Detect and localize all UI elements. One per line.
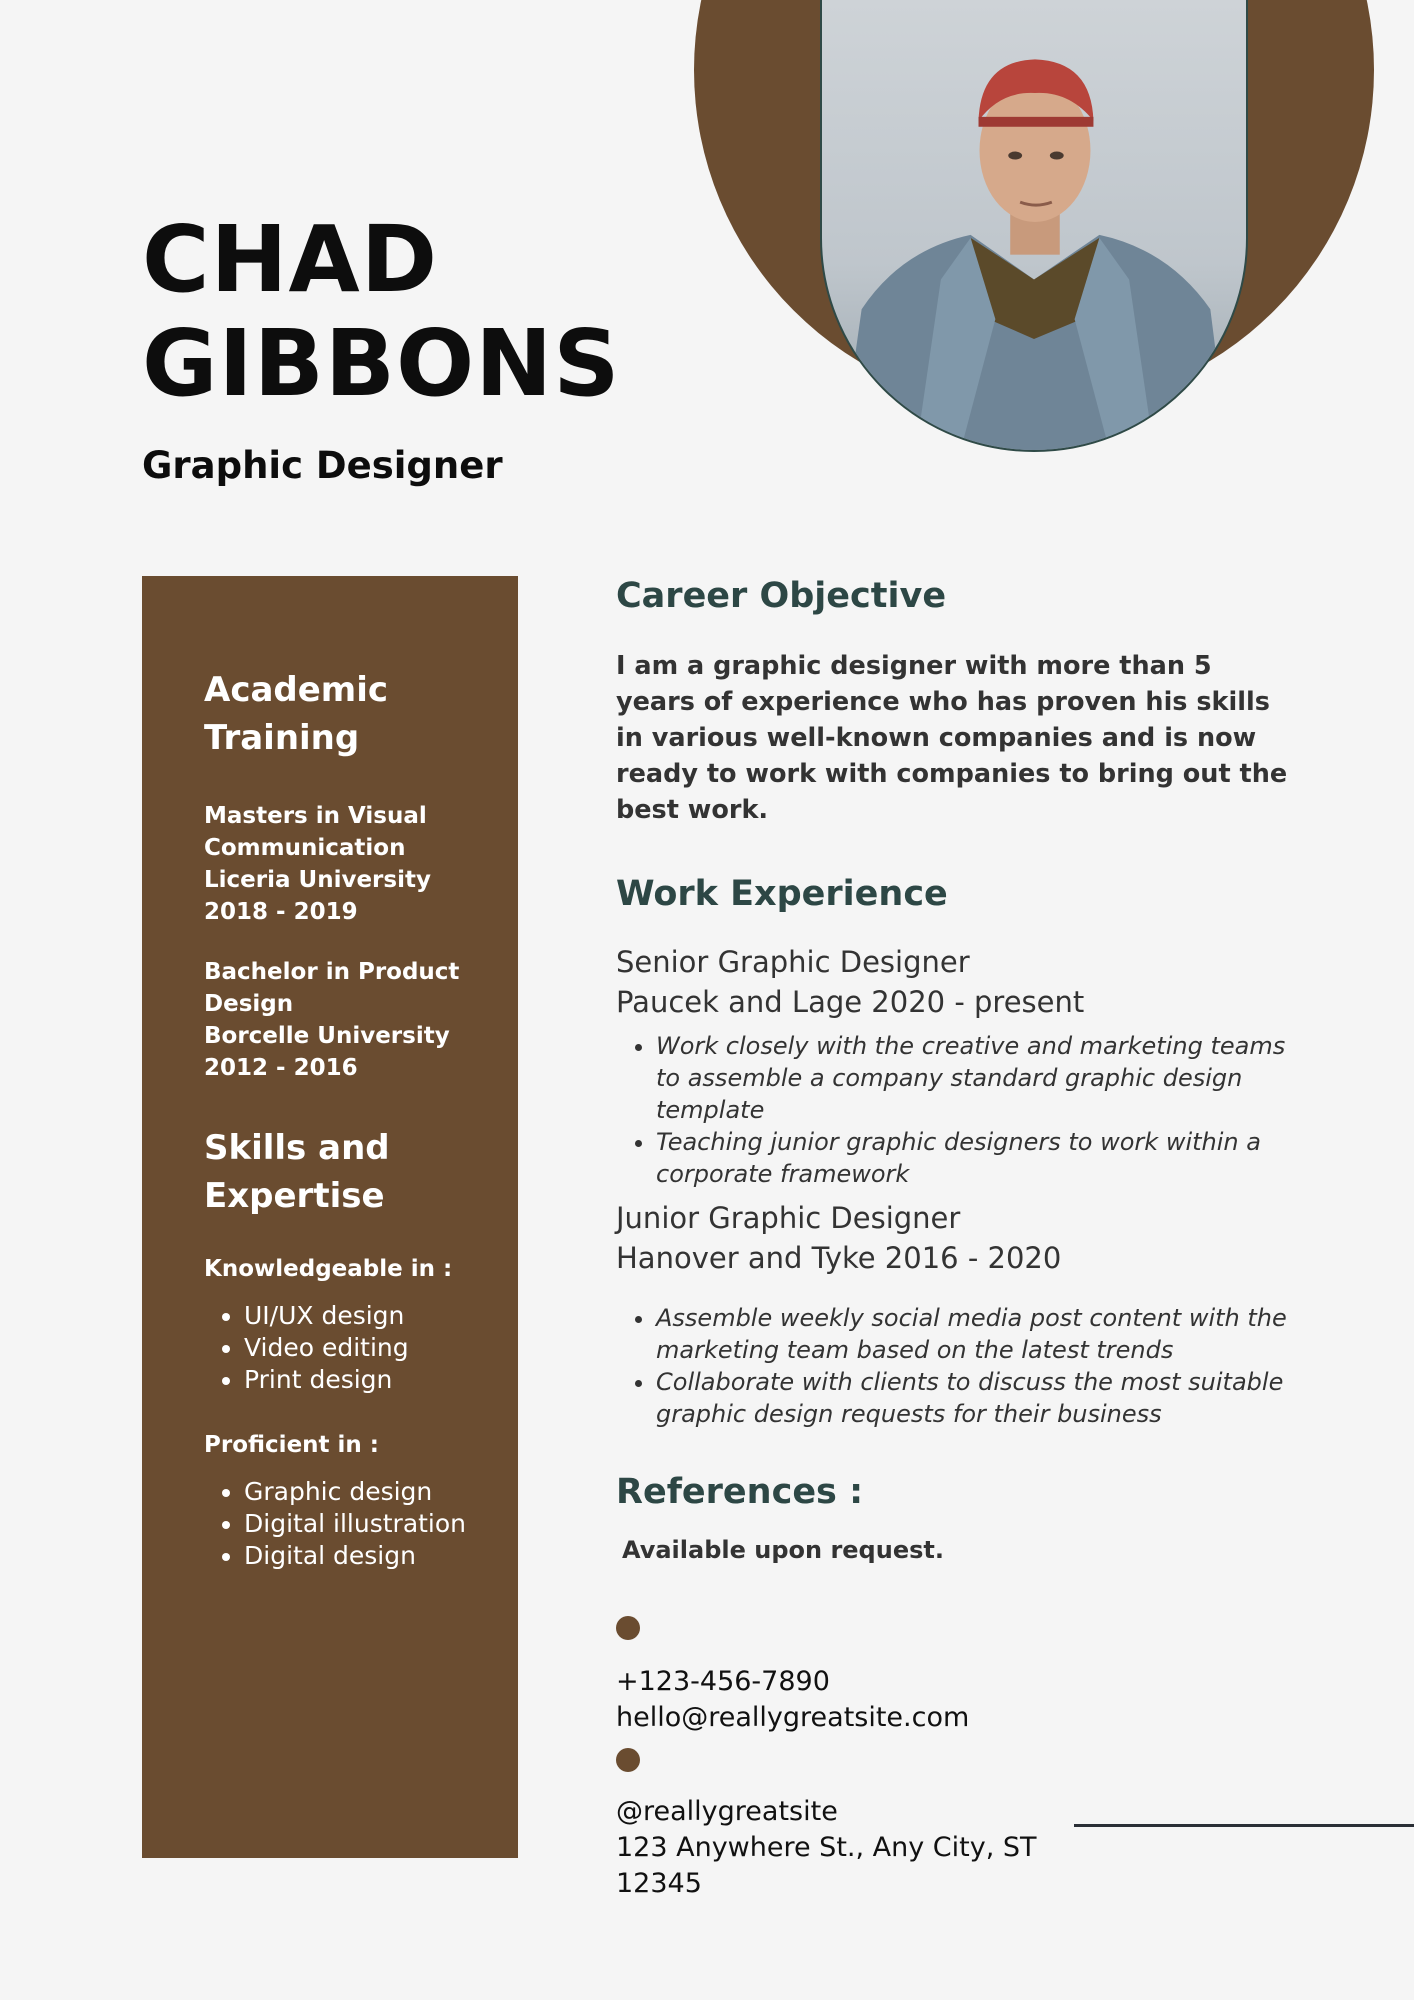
list-item: • Digital illustration [244,1508,518,1540]
bullet-dot-icon [616,1616,640,1640]
social-handle: @reallygreatsite [616,1796,838,1827]
job-bullets [616,1302,1296,1430]
job-role: Graphic Designer [142,444,503,487]
work-heading: Work Experience [616,874,948,914]
address-line: 123 Anywhere St., Any City, ST [616,1832,1037,1863]
references-heading: References : [616,1472,864,1512]
decorative-rule [1074,1824,1414,1827]
references-text: Available upon request. [622,1536,944,1564]
knowledgeable-label: Knowledgeable in : [204,1256,453,1282]
list-item: • UI/UX design [244,1300,518,1332]
portrait-illustration [822,0,1246,450]
education-item [204,800,518,928]
bullet-dot-icon [616,1748,640,1772]
job-bullet: • Teaching junior graphic designers to work within a corporate framework [656,1126,1296,1190]
degree-line: Design [204,991,294,1017]
name-last: GIBBONS [142,310,621,417]
job-entry [616,942,1296,1190]
list-item: • Graphic design [244,1476,518,1508]
email: hello@reallygreatsite.com [616,1702,970,1733]
years: 2012 - 2016 [204,1055,358,1081]
academic-heading: Academic Training [204,670,389,758]
phone: +123-456-7890 [616,1666,830,1697]
knowledgeable-list [204,1300,518,1396]
sidebar [142,576,518,1858]
list-item: • Digital design [244,1540,518,1572]
education-list [204,800,518,1084]
years: 2018 - 2019 [204,899,358,925]
skills-heading: Skills and Expertise [204,1128,390,1216]
job-title: Senior Graphic Designer [616,945,970,979]
list-item: • Video editing [244,1332,518,1364]
list-item: • Print design [244,1364,518,1396]
address-line: 12345 [616,1868,702,1899]
job-company-years: Paucek and Lage 2020 - present [616,985,1085,1019]
school: Liceria University [204,867,431,893]
job-title: Junior Graphic Designer [616,1201,961,1235]
proficient-list [204,1476,518,1572]
education-item [204,956,518,1084]
degree-line: Bachelor in Product [204,959,460,985]
profile-photo [820,0,1248,452]
candidate-name [142,208,620,416]
job-company-years: Hanover and Tyke 2016 - 2020 [616,1241,1062,1275]
job-entry [616,1198,1296,1430]
name-first: CHAD [142,206,439,313]
job-bullet: • Assemble weekly social media post content with the marketing team based on the latest trends [656,1302,1296,1366]
objective-heading: Career Objective [616,576,947,616]
job-bullet: • Work closely with the creative and marketing teams to assemble a company standard graphic design template [656,1030,1296,1126]
degree-line: Masters in Visual [204,803,427,829]
school: Borcelle University [204,1023,450,1049]
proficient-label: Proficient in : [204,1432,380,1458]
main-content [616,572,1296,1902]
job-bullet: • Collaborate with clients to discuss the most suitable graphic design requests for their business [656,1366,1296,1430]
job-bullets [616,1030,1296,1190]
contact-block [616,1616,1296,1902]
degree-line: Communication [204,835,406,861]
objective-text: I am a graphic designer with more than 5 years of experience who has proven his skills in various well-known companies and is now ready to work with companies to bring out the best work. [616,651,1288,825]
